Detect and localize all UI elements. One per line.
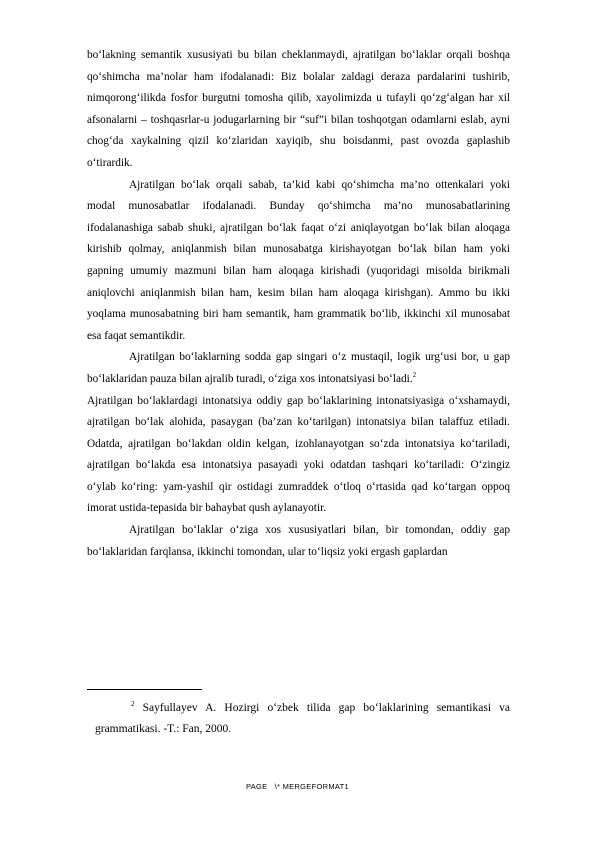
paragraph-1: boʻlakning semantik xususiyati bu bilan cheklanmaydi, ajratilgan boʻlaklar orqali boshqa qoʻshimcha ma’nolar ham ifodalanadi: Biz bolalar zaldagi deraza pardalarini tushirib, nimqorongʻilikda fosfor burgutni tomosha qilib, xayolimizda u tufayli qoʻzgʻalgan har xil afsonalarni – toshqasrlar-u jodugarlarning bir “suf”i bilan toshqotgan odamlarni eslab, ayni chogʻda xaykalning qizil koʻzlaridan xayiqib, shu boisdanmi, past ovozda gaplashib oʻtirardik. — [87, 49, 510, 169]
paragraph-2: Ajratilgan boʻlak orqali sabab, ta’kid kabi qoʻshimcha ma’no ottenkalari yoki modal munosabatlar ifodalanadi. Bunday qoʻshimcha ma’no munosabatlarining ifodalanashiga sabab shuki, ajratilgan boʻlak faqat oʻzi aniqlayotgan boʻlak bilan aloqaga kirishib qolmay, aniqlanmish bilan munosabatga kirishayotgan boʻlak bilan ham yoki gapning umumiy mazmuni bilan ham aloqaga kirishadi (yuqoridagi misolda birikmali aniqlovchi aniqlanmish bilan ham, kesim bilan ham aloqaga kirishgan). Ammo bu ikki yoqlama munosabatning biri ham semantik, ham grammatik boʻlib, ikkinchi xil munosabat esa faqat semantikdir. — [87, 178, 510, 342]
paragraph-3 — [87, 347, 510, 520]
paragraph-4: Ajratilgan boʻlaklar oʻziga xos xususiyatlari bilan, bir tomondan, oddiy gap boʻlaklaridan farqlansa, ikkinchi tomondan, ular toʻliqsiz yoki ergash gaplardan — [87, 524, 510, 558]
footnote-separator — [87, 689, 202, 690]
paragraph-3-text: Ajratilgan boʻlaklarning sodda gap singari oʻz mustaqil, logik urgʻusi bor, u gap boʻlaklaridan pauza bilan ajralib turadi, oʻziga xos intonatsiyasi boʻladi. — [87, 351, 510, 385]
footnote-reference[interactable]: 2 — [412, 371, 417, 380]
footnote-text: Sayfullayev A. Hozirgi oʻzbek tilida gap boʻlaklarining semantikasi va grammatikasi. -T.: Fan, 2000. — [95, 702, 511, 735]
body-text — [87, 45, 510, 563]
footnote — [95, 698, 510, 740]
paragraph-3-continuation: Ajratilgan boʻlaklardagi intonatsiya oddiy gap boʻlaklarining intonatsiyasiga oʻxshamaydi, ajratilgan boʻlak alohida, pasaygan (ba’zan koʻtarilgan) intonatsiya bilan talaffuz etiladi. Odatda, ajratilgan boʻlakdan oldin kelgan, izohlanayotgan soʻzda intonatsiya koʻtariladi, ajratilgan boʻlakda esa intonatsiya pasayadi yoki odatdan tashqari koʻtariladi: Oʻzingiz oʻylab koʻring: yam-yashil qir ostidagi zumraddek oʻtloq oʻrtasida qad koʻtargan oppoq imorat ustida-tepasida bir bahaybat qush aylanayotir. — [87, 394, 510, 515]
page-number-field: PAGE \* MERGEFORMAT1 — [245, 782, 349, 791]
footnote-marker: 2 — [131, 700, 135, 709]
